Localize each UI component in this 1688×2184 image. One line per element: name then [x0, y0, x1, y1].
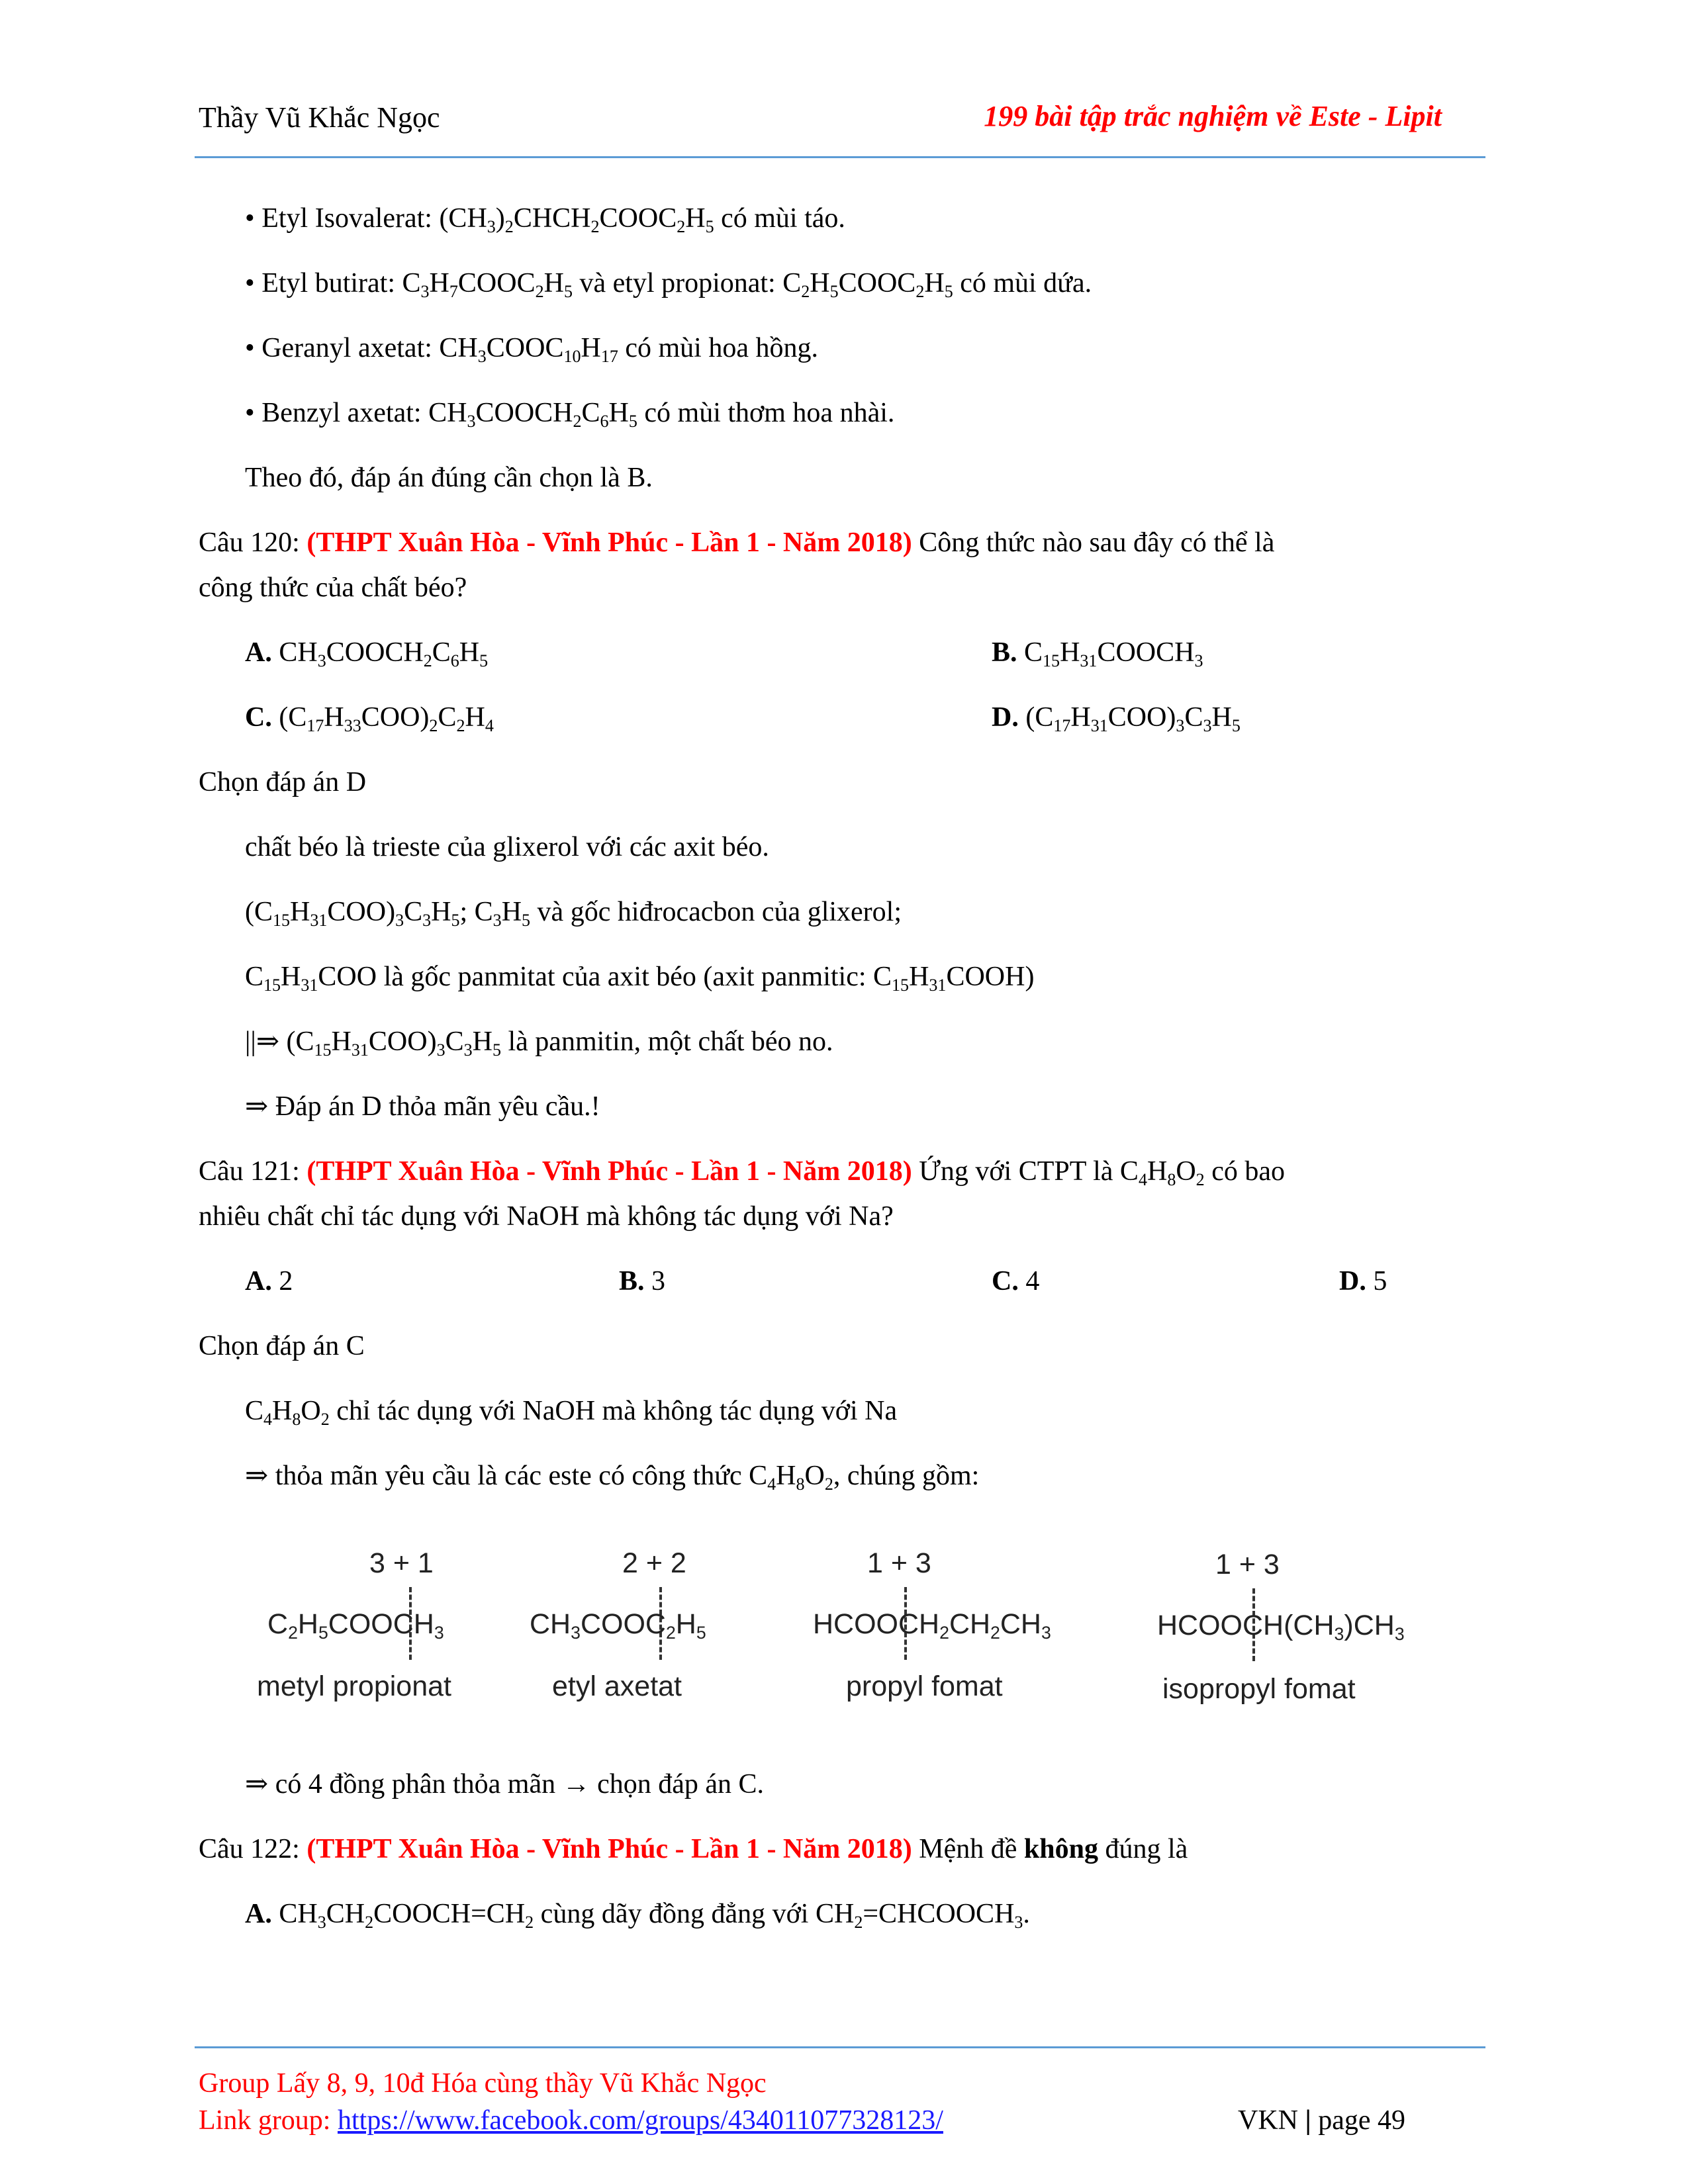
bullet-etyl-isovalerat: • Etyl Isovalerat: $(CH_3)_2CHCH_2COOC_2H_5$ có mùi táo.	[245, 203, 845, 236]
q121-explanation-1: $C_4H_8O_2$ chỉ tác dụng với NaOH mà không tác dụng với Na	[245, 1396, 898, 1429]
q121-line2: nhiêu chất chỉ tác dụng với NaOH mà không tác dụng với Na?	[199, 1201, 894, 1232]
footer-group: Group Lấy 8, 9, 10đ Hóa cùng thầy Vũ Khắc Ngọc	[199, 2068, 767, 2099]
q120-line2: công thức của chất béo?	[199, 572, 467, 603]
structure-4-ratio: 1 + 3	[1215, 1549, 1280, 1580]
footer-brand: VKN	[1238, 2105, 1298, 2136]
q120-option-b: B. $C_{15}H_{31}COOCH_3$	[992, 637, 1203, 670]
q120-option-d: D. $(C_{17}H_{31}COO)_3C_3H_5$	[992, 702, 1241, 735]
structure-3-ratio: 1 + 3	[867, 1547, 931, 1579]
q121-option-c: C. 4	[992, 1266, 1040, 1297]
q122-line1: Câu 122: (THPT Xuân Hòa - Vĩnh Phúc - Lần 1 - Năm 2018) Mệnh đề không đúng là	[199, 1834, 1188, 1864]
q121-option-b: B. 3	[619, 1266, 666, 1297]
q121-explanation-2: ⇒ thỏa mãn yêu cầu là các este có công thức $C_4H_8O_2$, chúng gồm:	[245, 1461, 980, 1494]
q121-answer: Chọn đáp án C	[199, 1331, 365, 1361]
header-author: Thầy Vũ Khắc Ngọc	[199, 101, 440, 134]
q120-explanation-1: chất béo là trieste của glixerol với các axit béo.	[245, 832, 769, 862]
page-number: 49	[1378, 2105, 1406, 2136]
q121-line1: Câu 121: (THPT Xuân Hòa - Vĩnh Phúc - Lần 1 - Năm 2018) Ứng với CTPT là $C_4H_8O_2$ có bao	[199, 1156, 1285, 1189]
q120-explanation-4: ||⇒ $(C_{15}H_{31}COO)_3C_3H_5$ là panmitin, một chất béo no.	[245, 1026, 833, 1060]
footer-page-label: page	[1318, 2105, 1371, 2136]
q120-answer: Chọn đáp án D	[199, 767, 367, 797]
q120-line1: Câu 120: (THPT Xuân Hòa - Vĩnh Phúc - Lần 1 - Năm 2018) Công thức nào sau đây có thể là	[199, 527, 1275, 558]
header-title: 199 bài tập trắc nghiệm về Este - Lipit	[984, 100, 1442, 132]
footer-page-info	[1238, 2105, 1405, 2136]
footer-separator: |	[1298, 2105, 1319, 2136]
q121-explanation-3: ⇒ có 4 đồng phân thỏa mãn → chọn đáp án C.	[245, 1769, 765, 1799]
structure-3-formula: $HCOOCH_2CH_2CH_3$	[813, 1608, 1051, 1643]
footer-link-label: Link group:	[199, 2105, 338, 2136]
facebook-group-link[interactable]: https://www.facebook.com/groups/434011077328123/	[337, 2105, 943, 2136]
q120-option-c: C. $(C_{17}H_{33}COO)_2C_2H_4$	[245, 702, 494, 735]
q120-explanation-3: $C_{15}H_{31}COO$ là gốc panmitat của axit béo (axit panmitic: $C_{15}H_{31}COOH$)	[245, 962, 1035, 995]
structure-2-name: etyl axetat	[552, 1670, 682, 1702]
header-rule	[195, 156, 1485, 158]
bullet-benzyl-axetat: • Benzyl axetat: $CH_3COOCH_2C_6H_5$ có mùi thơm hoa nhài.	[245, 398, 895, 431]
footer-link-line	[199, 2105, 943, 2136]
structure-1-ratio: 3 + 1	[369, 1547, 434, 1579]
structure-3-name: propyl fomat	[846, 1670, 1003, 1702]
structure-4-formula: $HCOOCH(CH_3)CH_3$	[1157, 1610, 1405, 1644]
q120-explanation-5: ⇒ Đáp án D thỏa mãn yêu cầu.!	[245, 1091, 600, 1122]
intro-conclusion: Theo đó, đáp án đúng cần chọn là B.	[245, 463, 653, 493]
q121-option-a: A. 2	[245, 1266, 293, 1297]
q120-option-a: A. $CH_3COOCH_2C_6H_5$	[245, 637, 489, 670]
structure-2-formula: $CH_3COOC_2H_5$	[530, 1608, 706, 1643]
structure-1-formula: $C_2H_5COOCH_3$	[267, 1608, 444, 1643]
structure-1-name: metyl propionat	[257, 1670, 451, 1702]
q121-option-d: D. 5	[1339, 1266, 1387, 1297]
q122-option-a: A. $CH_3CH_2COOCH=CH_2$ cùng dãy đồng đẳng với $CH_2=CHCOOCH_3$.	[245, 1899, 1030, 1932]
structure-2-ratio: 2 + 2	[622, 1547, 686, 1579]
footer-rule	[195, 2046, 1485, 2048]
structure-4-name: isopropyl fomat	[1162, 1673, 1356, 1705]
bullet-etyl-butirat: • Etyl butirat: $C_3H_7COOC_2H_5$ và etyl propionat: $C_2H_5COOC_2H_5$ có mùi dứa.	[245, 268, 1092, 301]
bullet-geranyl-axetat: • Geranyl axetat: $CH_3COOC_{10}H_{17}$ có mùi hoa hồng.	[245, 333, 818, 366]
q120-explanation-2: $(C_{15}H_{31}COO)_3C_3H_5$; $C_3H_5$ và gốc hiđrocacbon của glixerol;	[245, 897, 902, 930]
